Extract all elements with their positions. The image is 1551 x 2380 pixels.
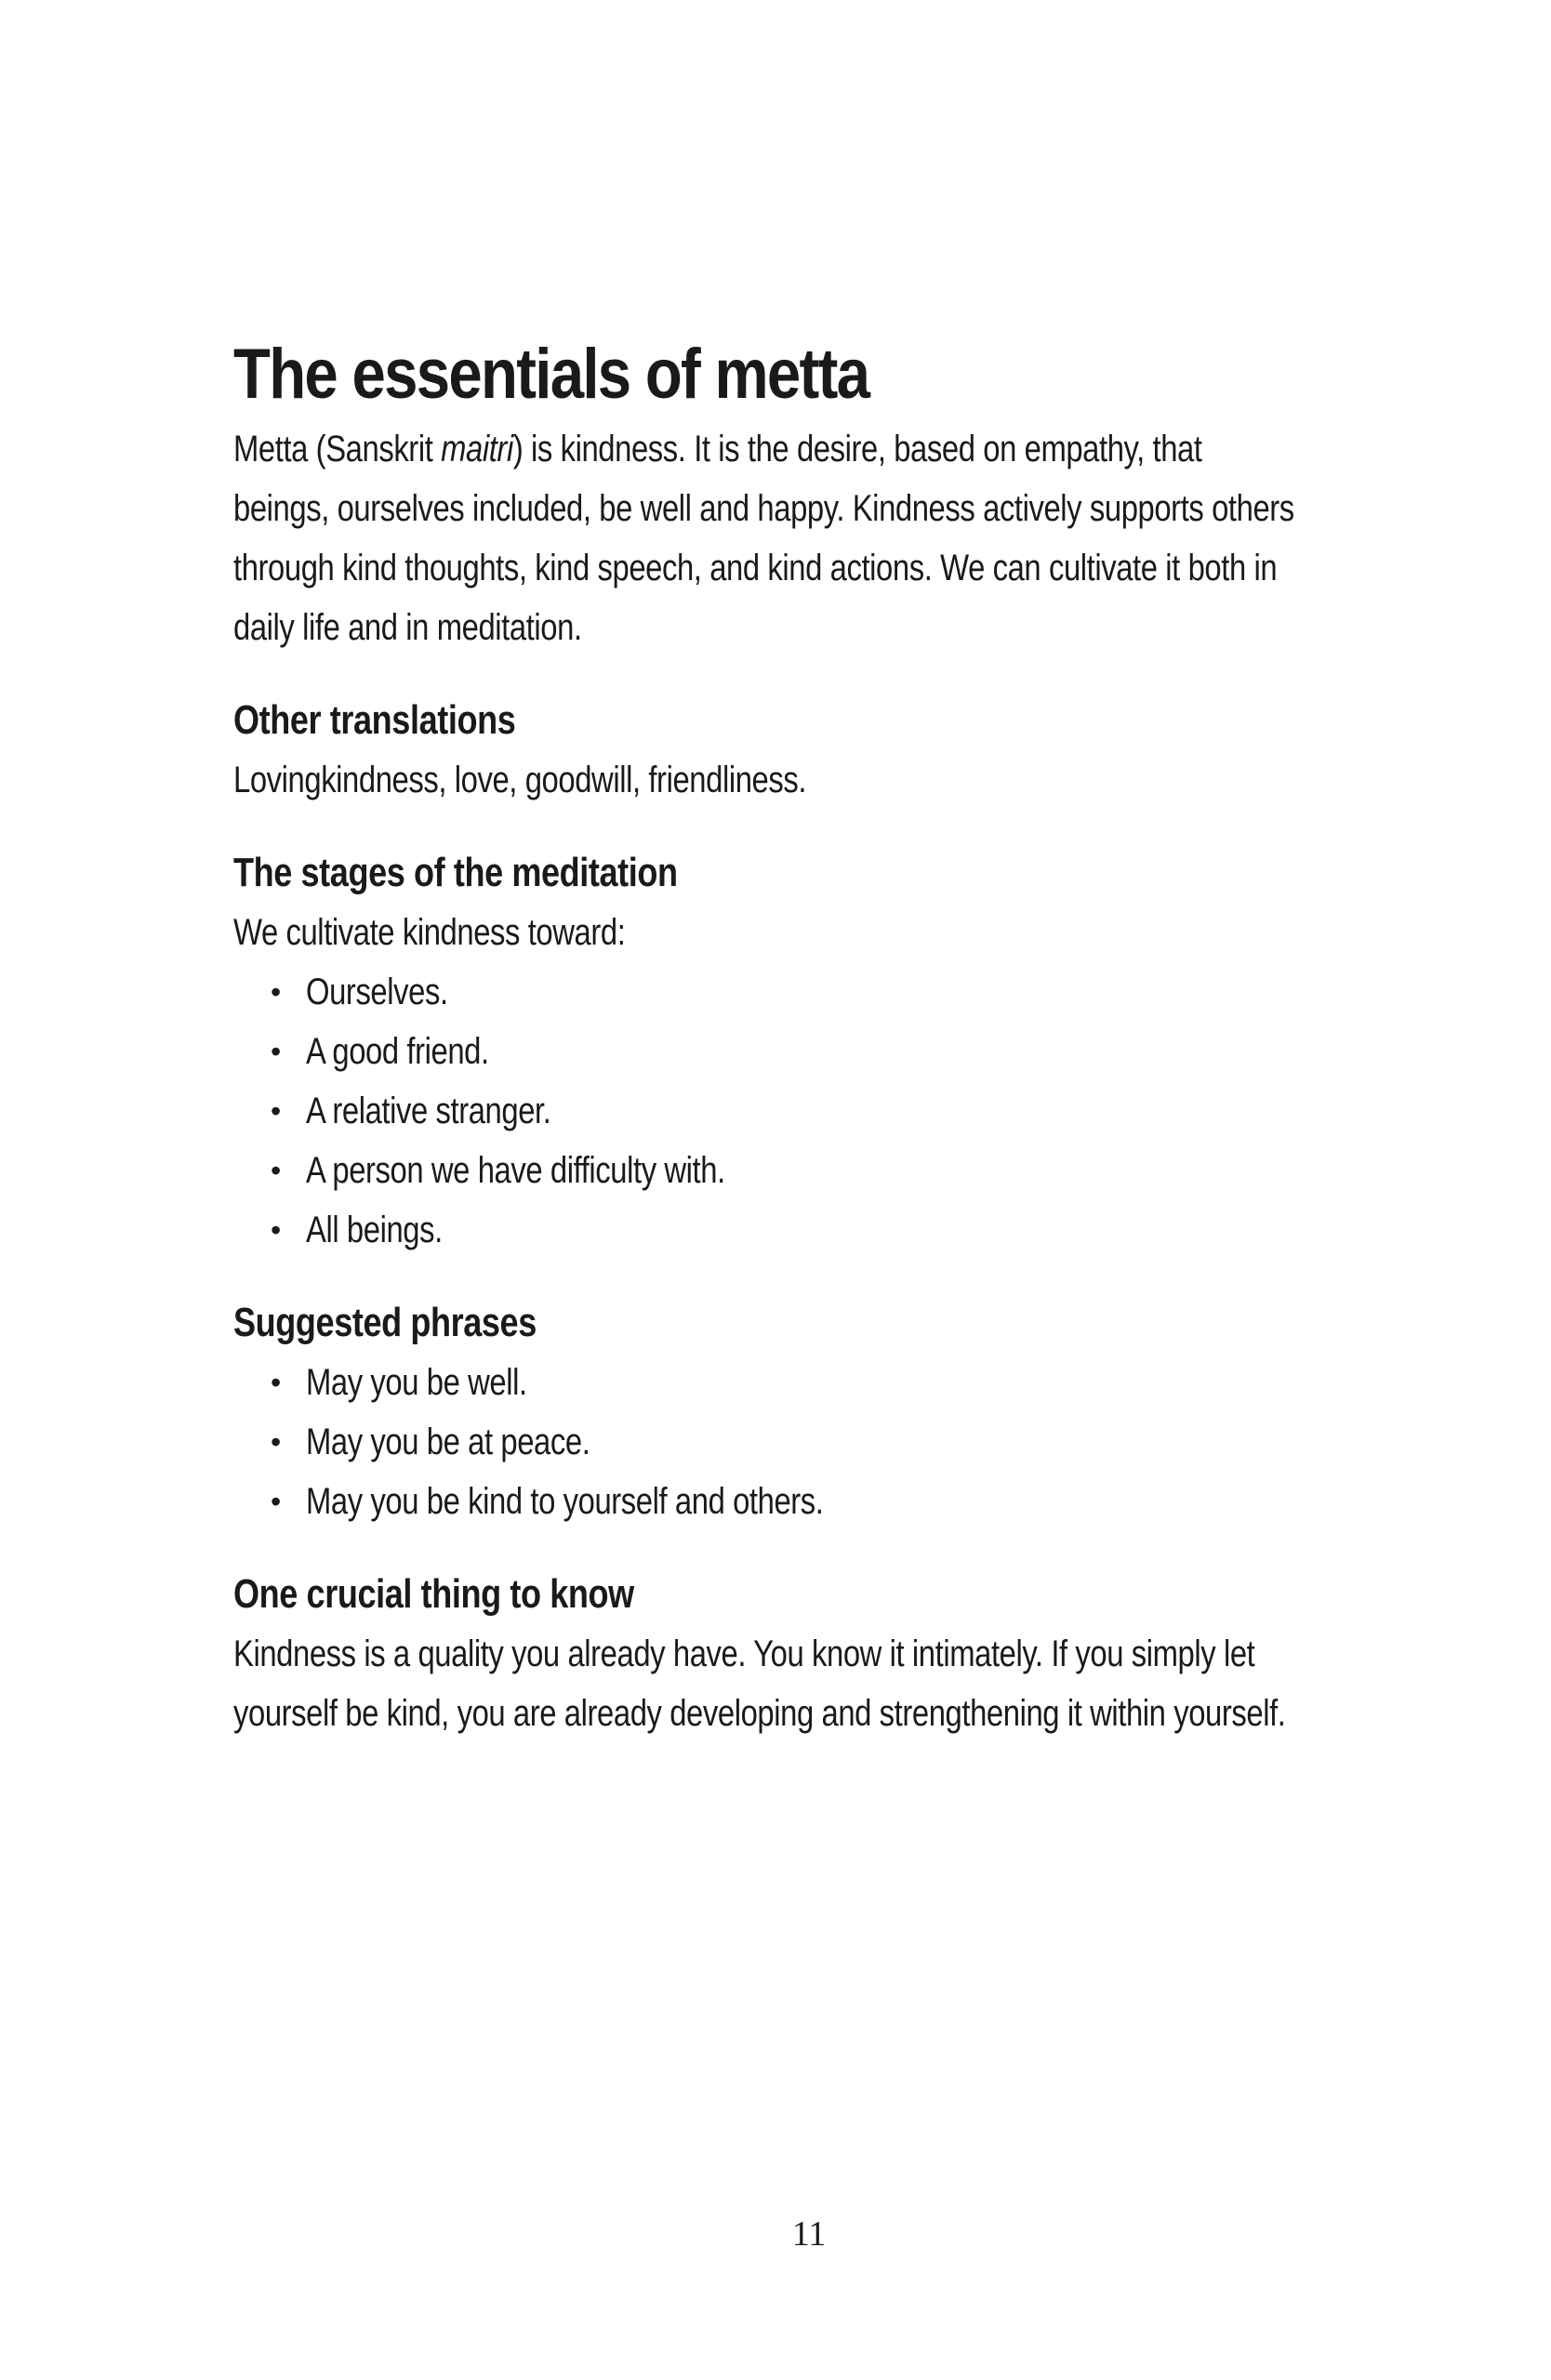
intro-text-rest: ) is kindness. It is the desire, based on empathy, that beings, ourselves included, be well and happy. Kindness actively supports others through kind thoughts, kind speech, and kind actions. We can cultivate it both in daily life and in meditation.: [233, 429, 1294, 648]
bullet-icon: •: [271, 1154, 282, 1187]
section-stages: [233, 843, 1331, 1260]
section-text: Kindness is a quality you already have. You know it intimately. If you simply let yourself be kind, you are already developing and strengthening it within yourself.: [233, 1633, 1286, 1734]
list-item: • A good friend.: [233, 1022, 1331, 1081]
bullet-icon: •: [271, 1213, 282, 1247]
section-text: Lovingkindness, love, goodwill, friendliness.: [233, 760, 807, 800]
bullet-icon: •: [271, 975, 282, 1009]
list-item: • Ourselves.: [233, 962, 1331, 1022]
section-heading: Suggested phrases: [233, 1300, 537, 1345]
intro-text-start: Metta (Sanskrit: [233, 429, 442, 469]
list-item: • May you be well.: [233, 1353, 1331, 1412]
section-crucial-thing: [233, 1565, 1331, 1743]
page-number: 11: [791, 2215, 827, 2254]
phrases-list: [233, 1353, 1331, 1531]
bullet-icon: •: [271, 1035, 282, 1068]
section-suggested-phrases: [233, 1293, 1331, 1531]
list-item: • May you be at peace.: [233, 1412, 1331, 1472]
stages-list: [233, 962, 1331, 1260]
page-title: The essentials of metta: [233, 335, 869, 414]
section-text: We cultivate kindness toward:: [233, 912, 626, 953]
section-other-translations: [233, 691, 1331, 810]
section-heading: Other translations: [233, 697, 516, 743]
list-item: • A person we have difficulty with.: [233, 1141, 1331, 1200]
intro-italic-term: maitri: [441, 429, 513, 469]
section-heading: The stages of the meditation: [233, 850, 678, 895]
intro-paragraph: [233, 419, 1301, 657]
section-heading: One crucial thing to know: [233, 1571, 634, 1617]
bullet-icon: •: [271, 1425, 282, 1459]
list-item: • A relative stranger.: [233, 1081, 1331, 1141]
bullet-icon: •: [271, 1366, 282, 1399]
page-content: [233, 330, 1331, 1743]
bullet-icon: •: [271, 1094, 282, 1128]
list-item: • May you be kind to yourself and others.: [233, 1472, 1331, 1531]
bullet-icon: •: [271, 1485, 282, 1518]
list-item: • All beings.: [233, 1200, 1331, 1260]
